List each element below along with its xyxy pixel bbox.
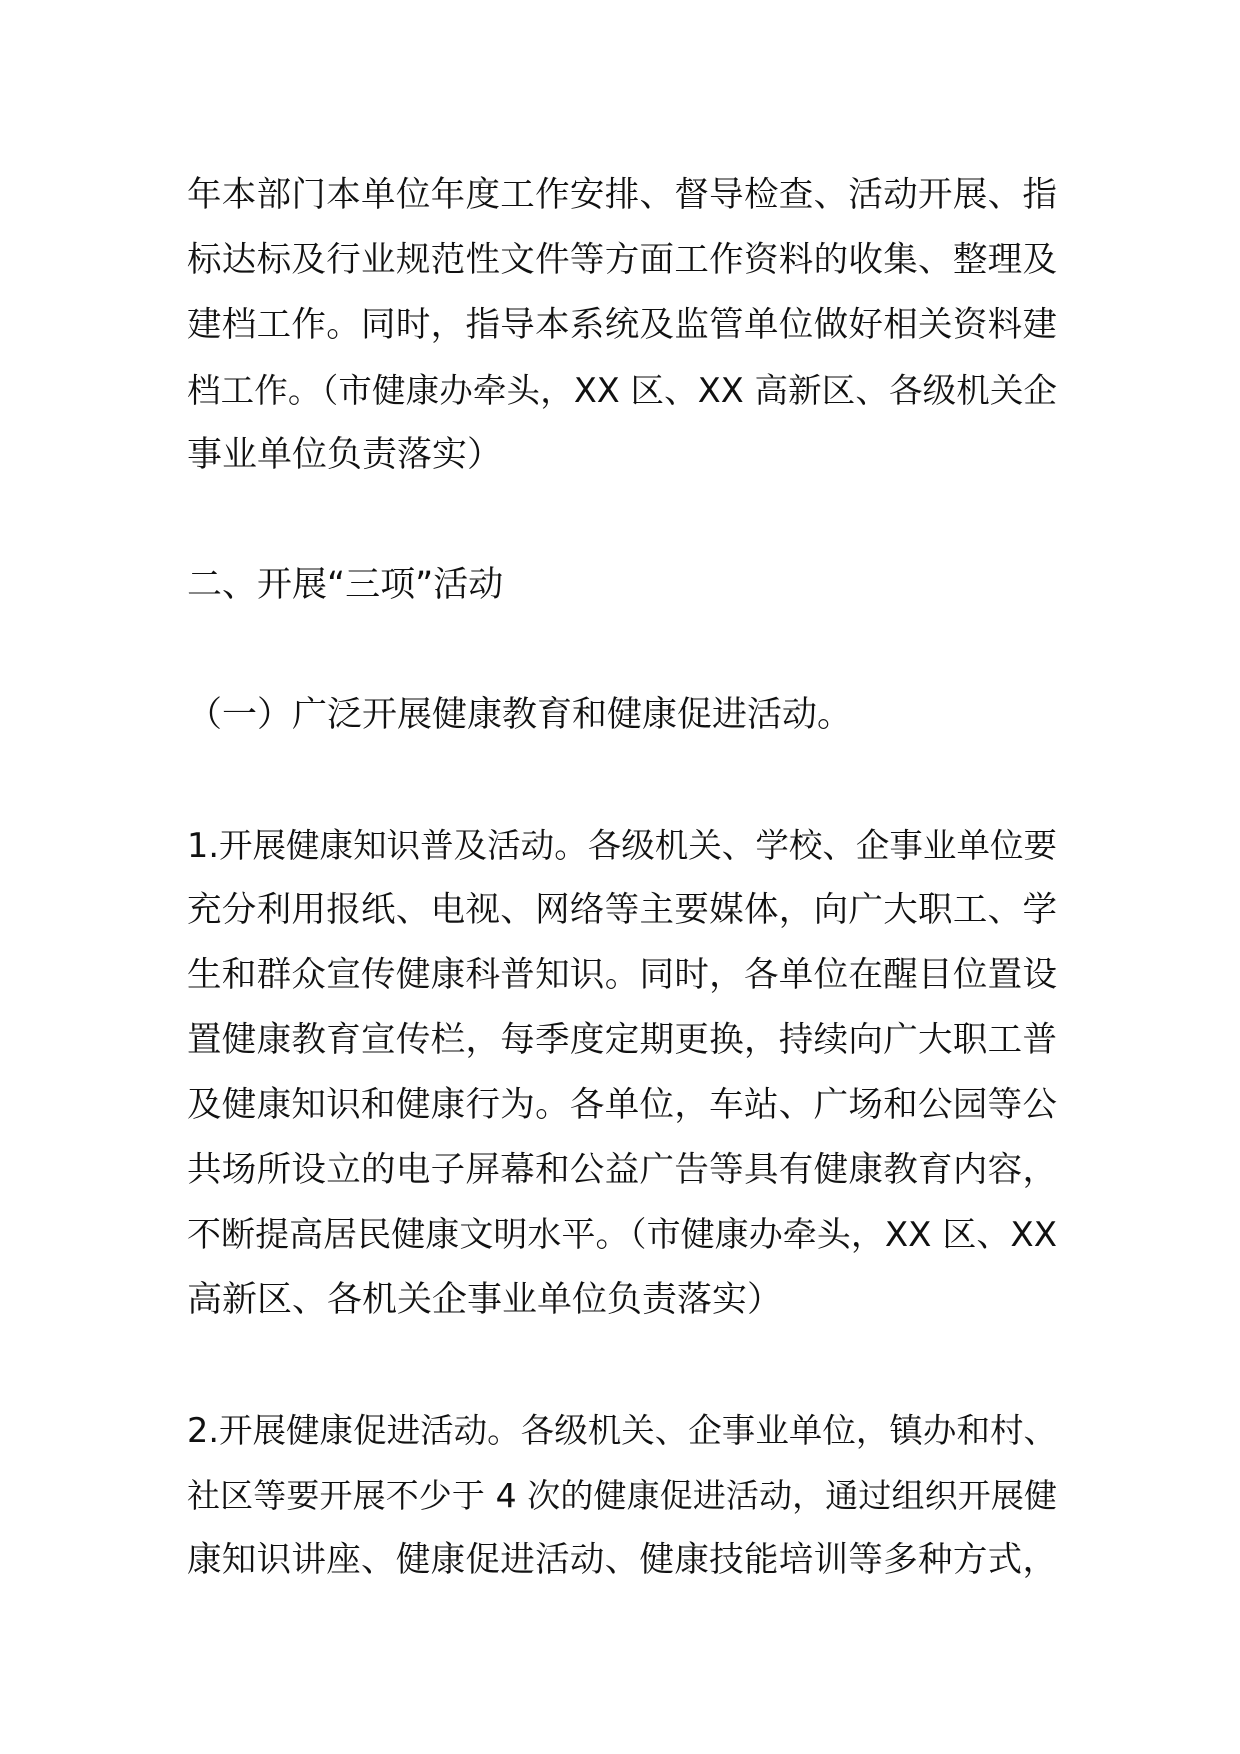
text-line: 高新区、各机关企事业单位负责落实）: [187, 1280, 783, 1320]
text-line: 标达标及行业规范性文件等方面工作资料的收集、整理及: [187, 240, 1057, 280]
paragraph-spacer: [187, 618, 1057, 683]
paragraph-health-promotion: [187, 1398, 1057, 1593]
section-heading: [187, 553, 1057, 618]
text-line: 共场所设立的电子屏幕和公益广告等具有健康教育内容，: [187, 1150, 1057, 1190]
paragraph-spacer: [187, 748, 1057, 813]
paragraph-archiving-work: [187, 163, 1057, 488]
text-line: 建档工作。同时，指导本系统及监管单位做好相关资料建: [187, 305, 1057, 345]
text-line: 年本部门本单位年度工作安排、督导检查、活动开展、指: [187, 175, 1057, 215]
paragraph-spacer: [187, 488, 1057, 553]
text-line: 充分利用报纸、电视、网络等主要媒体，向广大职工、学: [187, 890, 1057, 930]
heading-line: 二、开展“三项”活动: [187, 565, 504, 605]
text-line: 档工作。（市健康办牵头，XX 区、XX 高新区、各级机关企: [187, 371, 1057, 410]
text-line: 不断提高居民健康文明水平。（市健康办牵头，XX 区、XX: [187, 1215, 1057, 1255]
document-body: [187, 163, 1057, 1593]
heading-line: （一）广泛开展健康教育和健康促进活动。: [187, 695, 853, 735]
text-line: 置健康教育宣传栏，每季度定期更换，持续向广大职工普: [187, 1020, 1057, 1060]
text-line: 1.开展健康知识普及活动。各级机关、学校、企事业单位要: [187, 826, 1057, 865]
subsection-heading: [187, 683, 1057, 748]
paragraph-health-knowledge: [187, 813, 1057, 1333]
text-line: 事业单位负责落实）: [187, 435, 503, 475]
text-line: 及健康知识和健康行为。各单位，车站、广场和公园等公: [187, 1085, 1057, 1125]
paragraph-spacer: [187, 1333, 1057, 1398]
text-line: 2.开展健康促进活动。各级机关、企事业单位，镇办和村、: [187, 1411, 1057, 1450]
text-line: 康知识讲座、健康促进活动、健康技能培训等多种方式，: [187, 1540, 1057, 1580]
text-line: 社区等要开展不少于 4 次的健康促进活动，通过组织开展健: [187, 1476, 1057, 1515]
text-line: 生和群众宣传健康科普知识。同时，各单位在醒目位置设: [187, 955, 1057, 995]
